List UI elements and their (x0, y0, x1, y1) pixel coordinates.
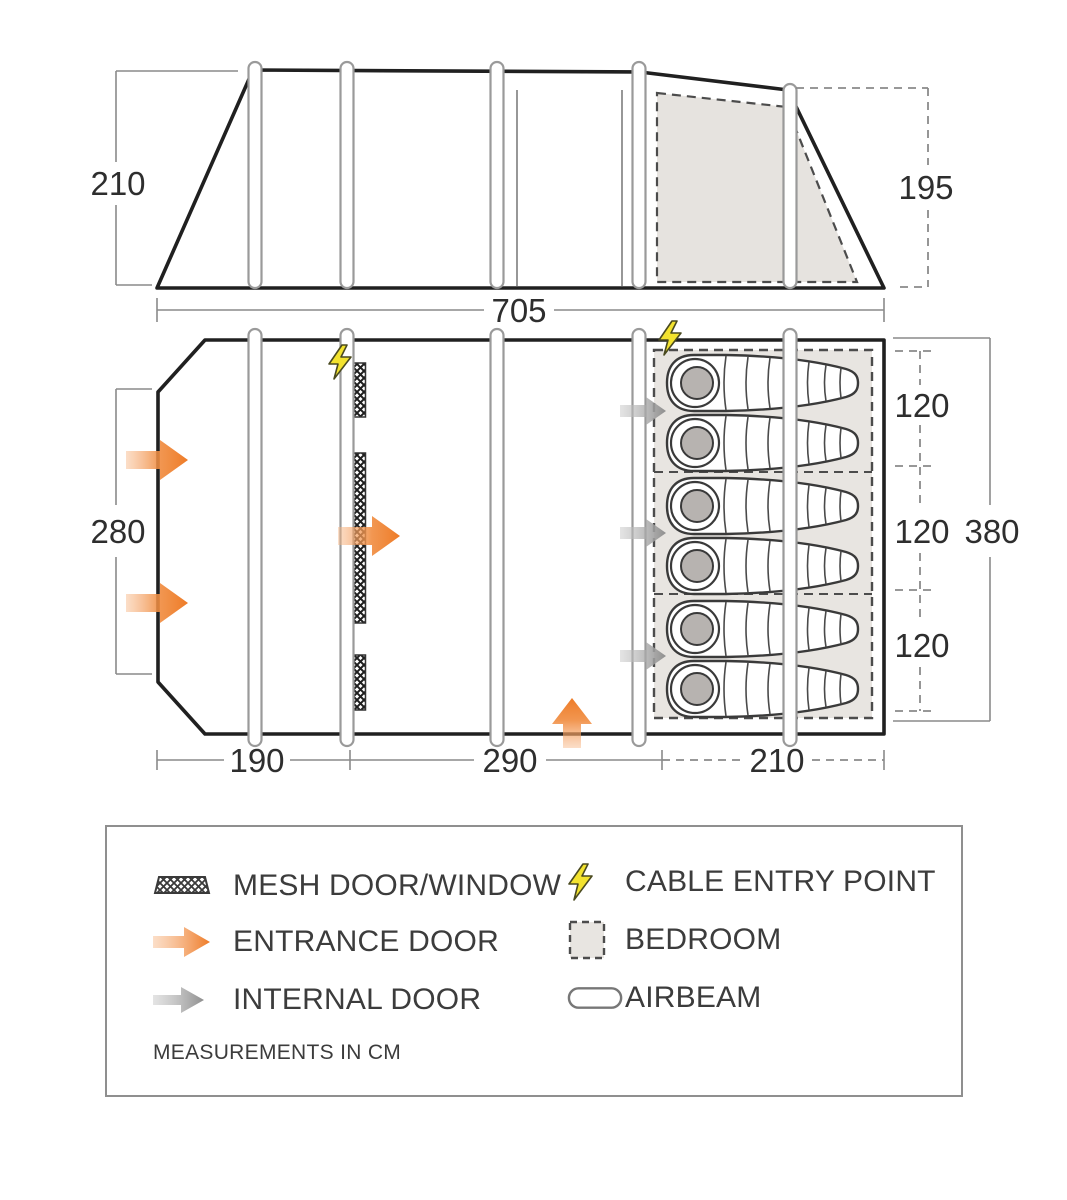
airbeam-pole (491, 329, 504, 746)
legend-label: AIRBEAM (625, 981, 762, 1014)
dim-height-rear: 195 (898, 169, 954, 206)
legend-item-mesh (153, 869, 561, 903)
dim-bedroom-bay-2: 120 (894, 513, 950, 550)
dim-plan-width: 280 (90, 513, 146, 550)
legend-box (105, 825, 963, 1097)
dim-bottom-sections (157, 742, 884, 779)
measurements-note: MEASUREMENTS IN CM (153, 1041, 402, 1064)
dim-section-3: 210 (749, 742, 805, 779)
mesh-door-window-icon (153, 876, 233, 896)
dim-bedroom-bay-1: 120 (894, 387, 950, 424)
elevation-view (90, 62, 953, 288)
airbeam-pole (784, 329, 797, 746)
dim-section-1: 190 (229, 742, 285, 779)
legend-item-airbeam (567, 981, 761, 1015)
cable-entry-icon (567, 863, 625, 901)
legend-label: BEDROOM (625, 923, 782, 956)
floor-plan-view (90, 321, 1019, 779)
airbeam-pole (249, 329, 262, 746)
legend-item-cable (567, 863, 936, 901)
dim-bedroom-bay-3: 120 (894, 627, 950, 664)
dim-total-length: 705 (491, 292, 547, 329)
dim-height-front: 210 (90, 165, 146, 202)
dim-total-length-group (157, 292, 884, 329)
legend-label: CABLE ENTRY POINT (625, 865, 936, 898)
airbeam-pole (341, 62, 354, 288)
mesh-panel (354, 363, 366, 417)
legend-item-bedroom (567, 919, 781, 961)
airbeam-pole (491, 62, 504, 288)
airbeam-pole (784, 84, 797, 288)
airbeam-pole (249, 62, 262, 288)
legend-item-internal (153, 983, 481, 1017)
bedroom-icon (567, 919, 625, 961)
entrance-door-icon (153, 925, 233, 959)
legend-item-entrance (153, 925, 499, 959)
legend-label: MESH DOOR/WINDOW (233, 869, 562, 902)
internal-door-icon (153, 985, 233, 1015)
airbeam-pole (633, 62, 646, 288)
legend-label: INTERNAL DOOR (233, 983, 482, 1016)
airbeam-icon (567, 985, 625, 1011)
legend-label: ENTRANCE DOOR (233, 925, 499, 958)
mesh-panel (354, 655, 366, 710)
dim-section-2: 290 (482, 742, 538, 779)
dim-bedroom-total: 380 (964, 513, 1020, 550)
